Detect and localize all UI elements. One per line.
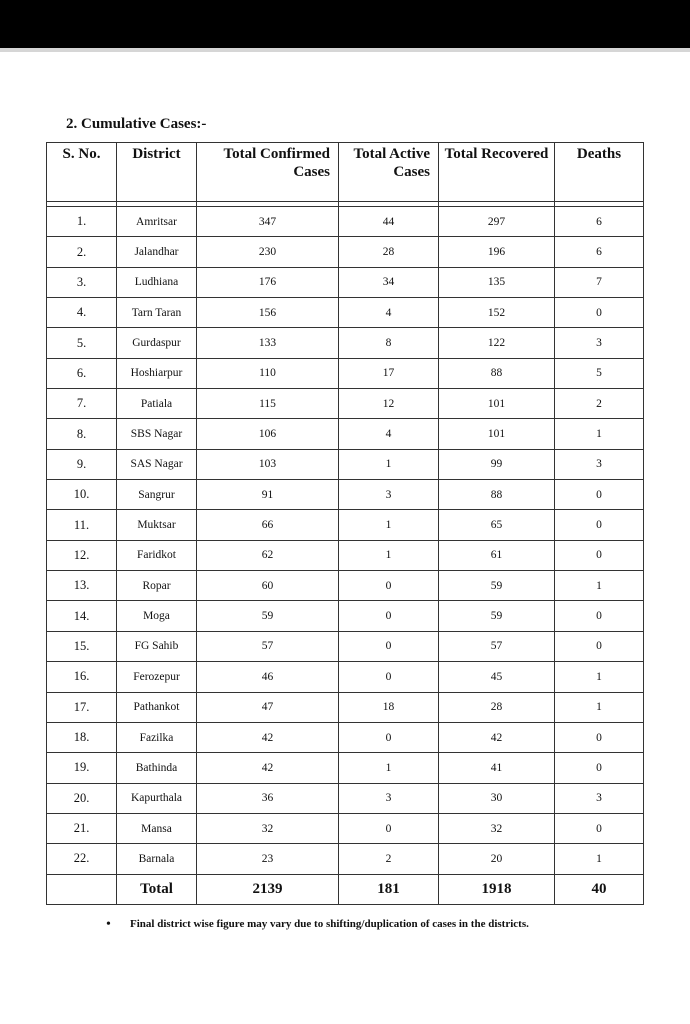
cell-confirmed: 36: [197, 783, 339, 813]
cell-recovered: 20: [439, 844, 555, 874]
cell-deaths: 0: [555, 722, 644, 752]
cell-deaths: 2: [555, 389, 644, 419]
cell-district: Fazilka: [117, 722, 197, 752]
cell-district: Mansa: [117, 813, 197, 843]
footnote-text: Final district wise figure may vary due to shifting/duplication of cases in the districts.: [130, 918, 529, 930]
cell-deaths: 7: [555, 267, 644, 297]
cell-district: Pathankot: [117, 692, 197, 722]
cell-sno: 5.: [47, 328, 117, 358]
cell-confirmed: 62: [197, 540, 339, 570]
cell-deaths: 3: [555, 449, 644, 479]
cell-confirmed: 110: [197, 358, 339, 388]
cell-district: Tarn Taran: [117, 298, 197, 328]
col-header-active: Total Active Cases: [339, 143, 439, 202]
top-divider: [0, 48, 690, 52]
cell-confirmed: 91: [197, 480, 339, 510]
table-row: [47, 358, 644, 388]
cell-active: 28: [339, 237, 439, 267]
cell-sno: 22.: [47, 844, 117, 874]
cell-recovered: 88: [439, 480, 555, 510]
cell-district: Ferozepur: [117, 662, 197, 692]
cell-deaths: 0: [555, 540, 644, 570]
cell-confirmed: 176: [197, 267, 339, 297]
cell-district: Ludhiana: [117, 267, 197, 297]
cell-active: 3: [339, 783, 439, 813]
cell-active: 2: [339, 844, 439, 874]
cell-recovered: 152: [439, 298, 555, 328]
table-row: [47, 783, 644, 813]
cell-sno: 7.: [47, 389, 117, 419]
cell-district: SBS Nagar: [117, 419, 197, 449]
cell-recovered: 135: [439, 267, 555, 297]
cell-sno: 4.: [47, 298, 117, 328]
cell-sno: 1.: [47, 207, 117, 237]
cell-confirmed: 103: [197, 449, 339, 479]
cell-recovered: 88: [439, 358, 555, 388]
total-label: Total: [117, 874, 197, 904]
cell-deaths: 0: [555, 601, 644, 631]
cell-district: Patiala: [117, 389, 197, 419]
cell-sno: 19.: [47, 753, 117, 783]
cell-active: 1: [339, 449, 439, 479]
cell-deaths: 0: [555, 480, 644, 510]
cell-active: 0: [339, 601, 439, 631]
cell-confirmed: 57: [197, 631, 339, 661]
col-header-recovered: Total Recovered: [439, 143, 555, 202]
table-row: [47, 692, 644, 722]
cell-recovered: 101: [439, 389, 555, 419]
cell-confirmed: 156: [197, 298, 339, 328]
total-deaths: 40: [555, 874, 644, 904]
cell-district: Moga: [117, 601, 197, 631]
total-active: 181: [339, 874, 439, 904]
table-row: [47, 237, 644, 267]
table-row: [47, 631, 644, 661]
total-sno-cell: [47, 874, 117, 904]
cell-sno: 3.: [47, 267, 117, 297]
cell-recovered: 65: [439, 510, 555, 540]
cell-district: Gurdaspur: [117, 328, 197, 358]
col-header-sno: S. No.: [47, 143, 117, 202]
cell-deaths: 0: [555, 813, 644, 843]
cell-confirmed: 42: [197, 753, 339, 783]
cell-recovered: 30: [439, 783, 555, 813]
cell-confirmed: 46: [197, 662, 339, 692]
table-row: [47, 510, 644, 540]
cell-deaths: 5: [555, 358, 644, 388]
cell-district: FG Sahib: [117, 631, 197, 661]
table-row: [47, 662, 644, 692]
cell-deaths: 1: [555, 662, 644, 692]
table-row: [47, 813, 644, 843]
total-recovered: 1918: [439, 874, 555, 904]
cell-active: 0: [339, 631, 439, 661]
cell-recovered: 99: [439, 449, 555, 479]
table-row: [47, 722, 644, 752]
col-header-confirmed: Total Confirmed Cases: [197, 143, 339, 202]
cell-recovered: 297: [439, 207, 555, 237]
cell-district: Jalandhar: [117, 237, 197, 267]
cell-confirmed: 42: [197, 722, 339, 752]
cell-district: Muktsar: [117, 510, 197, 540]
cell-district: Kapurthala: [117, 783, 197, 813]
bullet-icon: •: [106, 917, 111, 932]
cell-sno: 13.: [47, 571, 117, 601]
cell-district: Amritsar: [117, 207, 197, 237]
cell-active: 17: [339, 358, 439, 388]
section-heading: 2. Cumulative Cases:-: [66, 116, 207, 132]
cell-sno: 18.: [47, 722, 117, 752]
cell-active: 0: [339, 662, 439, 692]
cell-deaths: 1: [555, 419, 644, 449]
cell-sno: 20.: [47, 783, 117, 813]
cell-sno: 9.: [47, 449, 117, 479]
cell-deaths: 3: [555, 783, 644, 813]
cell-active: 1: [339, 753, 439, 783]
cell-active: 1: [339, 540, 439, 570]
cell-active: 3: [339, 480, 439, 510]
cell-active: 34: [339, 267, 439, 297]
cell-deaths: 6: [555, 207, 644, 237]
cumulative-cases-table: [46, 142, 644, 905]
table-row: [47, 298, 644, 328]
cell-deaths: 1: [555, 844, 644, 874]
cell-active: 44: [339, 207, 439, 237]
total-confirmed: 2139: [197, 874, 339, 904]
cell-deaths: 0: [555, 510, 644, 540]
cell-recovered: 28: [439, 692, 555, 722]
cell-recovered: 41: [439, 753, 555, 783]
cell-confirmed: 60: [197, 571, 339, 601]
cell-deaths: 6: [555, 237, 644, 267]
cell-recovered: 32: [439, 813, 555, 843]
table-row: [47, 267, 644, 297]
footnote: [106, 917, 529, 932]
table-row: [47, 601, 644, 631]
cell-confirmed: 47: [197, 692, 339, 722]
cell-recovered: 42: [439, 722, 555, 752]
table-row: [47, 540, 644, 570]
table-row: [47, 753, 644, 783]
cell-deaths: 1: [555, 692, 644, 722]
cell-active: 0: [339, 722, 439, 752]
cell-sno: 6.: [47, 358, 117, 388]
cell-recovered: 196: [439, 237, 555, 267]
cell-deaths: 0: [555, 298, 644, 328]
cell-confirmed: 23: [197, 844, 339, 874]
cell-sno: 21.: [47, 813, 117, 843]
cell-sno: 10.: [47, 480, 117, 510]
cell-district: Barnala: [117, 844, 197, 874]
cell-recovered: 57: [439, 631, 555, 661]
cell-active: 8: [339, 328, 439, 358]
cell-deaths: 0: [555, 631, 644, 661]
cell-recovered: 59: [439, 601, 555, 631]
cell-confirmed: 230: [197, 237, 339, 267]
cell-recovered: 45: [439, 662, 555, 692]
cell-sno: 12.: [47, 540, 117, 570]
table-row: [47, 207, 644, 237]
cell-active: 12: [339, 389, 439, 419]
cell-deaths: 1: [555, 571, 644, 601]
col-header-district: District: [117, 143, 197, 202]
cell-recovered: 61: [439, 540, 555, 570]
cell-confirmed: 66: [197, 510, 339, 540]
table-row: [47, 328, 644, 358]
cell-sno: 16.: [47, 662, 117, 692]
cell-confirmed: 59: [197, 601, 339, 631]
cell-district: Bathinda: [117, 753, 197, 783]
cell-confirmed: 106: [197, 419, 339, 449]
table-row: [47, 571, 644, 601]
table-header-row: [47, 143, 644, 202]
cell-confirmed: 133: [197, 328, 339, 358]
cell-district: Sangrur: [117, 480, 197, 510]
cell-sno: 2.: [47, 237, 117, 267]
cell-district: Hoshiarpur: [117, 358, 197, 388]
top-black-bar: [0, 0, 690, 48]
table-row: [47, 449, 644, 479]
cell-confirmed: 32: [197, 813, 339, 843]
table-row: [47, 389, 644, 419]
cell-active: 18: [339, 692, 439, 722]
cell-district: Faridkot: [117, 540, 197, 570]
cell-recovered: 59: [439, 571, 555, 601]
cell-active: 0: [339, 813, 439, 843]
cell-sno: 14.: [47, 601, 117, 631]
cell-active: 4: [339, 298, 439, 328]
col-header-deaths: Deaths: [555, 143, 644, 202]
cell-recovered: 122: [439, 328, 555, 358]
table-body: [47, 202, 644, 875]
cell-active: 1: [339, 510, 439, 540]
total-row: [47, 874, 644, 904]
cell-recovered: 101: [439, 419, 555, 449]
cell-sno: 8.: [47, 419, 117, 449]
table-row: [47, 480, 644, 510]
cell-district: SAS Nagar: [117, 449, 197, 479]
cell-deaths: 0: [555, 753, 644, 783]
cell-active: 0: [339, 571, 439, 601]
cell-sno: 17.: [47, 692, 117, 722]
cell-confirmed: 115: [197, 389, 339, 419]
table-row: [47, 844, 644, 874]
cell-sno: 15.: [47, 631, 117, 661]
table-row: [47, 419, 644, 449]
cell-active: 4: [339, 419, 439, 449]
cell-sno: 11.: [47, 510, 117, 540]
cell-district: Ropar: [117, 571, 197, 601]
cell-deaths: 3: [555, 328, 644, 358]
cell-confirmed: 347: [197, 207, 339, 237]
